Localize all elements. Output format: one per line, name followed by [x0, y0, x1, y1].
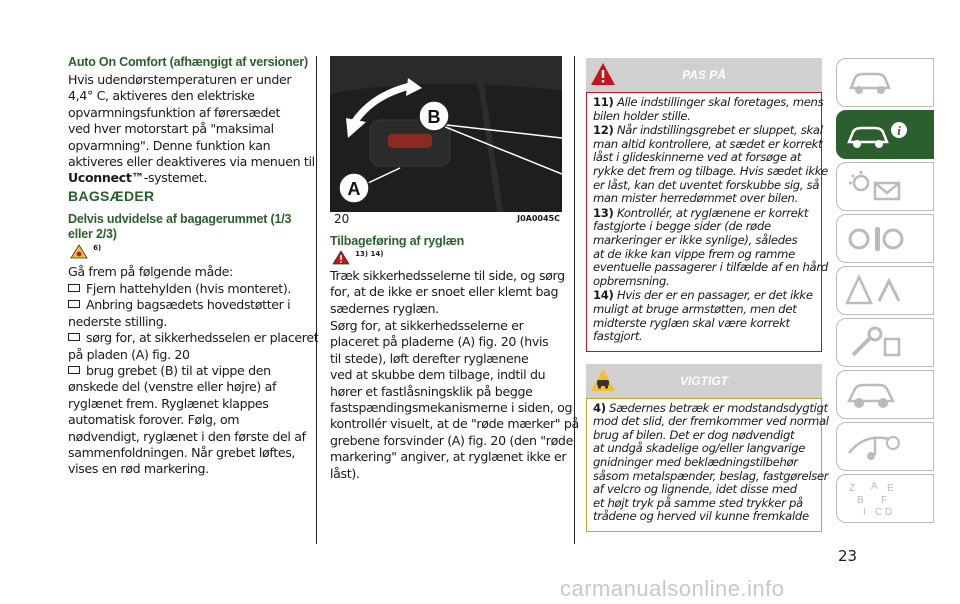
note-line: Når indstillingsgrebet er sluppet, skal	[616, 123, 823, 138]
svg-text:Z: Z	[849, 483, 856, 494]
tab-lights-messages[interactable]	[836, 162, 934, 211]
alphabet-index-icon	[845, 479, 905, 519]
text-line: til stede), løft derefter ryglænene	[330, 350, 529, 366]
svg-text:D: D	[885, 507, 893, 518]
note-line: et højt tryk på samme sted trykker på	[593, 495, 803, 510]
step-text: nødvendigt, ryglænet i den første del af	[68, 428, 306, 444]
text-line: aktiveres eller deaktiveres via menuen til	[68, 154, 315, 170]
car-outline-icon	[847, 68, 893, 96]
note-line: eventuelle passagerer i tilfælde af en hård	[593, 260, 828, 275]
section-title: BAGSÆDER	[68, 188, 155, 204]
list-item	[68, 363, 318, 478]
step-text: ønskede del (venstre eller højre) af	[68, 379, 277, 395]
note-line: brug af bilen. Det er dog nødvendigt	[593, 427, 795, 442]
warning-note	[593, 123, 829, 206]
callout-label-a: A	[347, 179, 361, 199]
warning-triangle-icon	[70, 244, 88, 259]
note-line: man altid kontrollere, at sædet er korrekt	[593, 136, 823, 151]
note-line: Sædernes betræk er modstandsdygtigt	[609, 400, 828, 415]
heading-backrest-return: Tilbageføring af ryglæn	[330, 234, 465, 248]
list-item	[68, 330, 318, 363]
note-line: Kontrollér, at ryglænene er korrekt	[616, 205, 809, 220]
tab-car-overview[interactable]	[836, 58, 934, 107]
note-number: 14)	[593, 288, 614, 303]
text-fragment: -systemet.	[143, 170, 208, 186]
note-line: at de ikke kan vippe frem og ramme	[593, 246, 795, 261]
music-note-icon	[845, 429, 905, 465]
step-text: sammenfoldningen. Når grebet løftes,	[68, 445, 296, 461]
note-line: markeringer er ikke synlige), således	[593, 232, 798, 247]
note-line: fastgjort.	[593, 329, 643, 344]
warning-box	[586, 92, 829, 352]
note-number: 4)	[593, 400, 606, 415]
svg-text:F: F	[881, 495, 888, 506]
svg-text:C: C	[875, 507, 883, 518]
steering-wheel-icon	[845, 221, 905, 257]
bullet-icon	[68, 333, 80, 341]
note-line: muligt at bruge armstøtten, men det	[593, 301, 797, 316]
site-watermark: carmanualsonline.info	[560, 576, 785, 601]
note-line: fastgjorte i begge sider (de røde	[593, 219, 771, 234]
important-note	[593, 400, 829, 524]
note-line: låst i glideskinnerne ved at forsøge at	[593, 150, 802, 165]
note-line: rykke det frem og tilbage. Hvis sædet ikke	[593, 163, 829, 178]
light-mail-icon	[845, 169, 905, 205]
auto-on-paragraph	[68, 72, 315, 187]
wrench-icon	[845, 325, 905, 361]
heading-line: Delvis udvidelse af bagagerummet (1/3	[68, 212, 292, 226]
text-line: 4,4° C, aktiveres den elektriske	[68, 88, 255, 104]
text-line: ved hver motorstart på "maksimal	[68, 121, 274, 137]
svg-text:E: E	[887, 483, 894, 494]
warning-note	[593, 289, 815, 343]
tab-maintenance[interactable]	[836, 370, 934, 419]
note-line: at undgå skadelige og/eller langvarige	[593, 441, 806, 456]
svg-text:I: I	[863, 507, 866, 518]
text-line: opvarmningsfunktion af førersædet	[68, 104, 281, 120]
uconnect-brand: Uconnect™	[68, 170, 144, 186]
text-line: grebene forsvinder (A) fig. 20 (den "røde	[330, 432, 573, 448]
step-text: ryglænet frem. Ryglænet klappes	[68, 395, 269, 411]
text-line: fastspændingsmekanismerne i siden, og	[330, 400, 573, 416]
step-text: Anbring bagsædets hovedstøtter i	[86, 297, 291, 313]
text-line: Hvis udendørstemperaturen er under	[68, 72, 292, 87]
paragraph-lock	[330, 318, 579, 482]
step-text: automatisk forover. Følg, om	[68, 412, 240, 428]
note-line: er låst, kan det uventet forskubbe sig, så	[593, 177, 820, 192]
svg-text:i: i	[897, 123, 901, 138]
tab-emergency[interactable]	[836, 318, 934, 367]
warning-ref-number: 6)	[93, 244, 102, 252]
chapter-tabs	[836, 58, 934, 526]
page-number: 23	[838, 547, 858, 565]
note-line: trådene og herved vil kunne fremkalde	[593, 509, 809, 524]
paragraph-belts	[330, 268, 565, 317]
heading-auto-on-comfort: Auto On Comfort (afhængigt af versioner)	[68, 55, 308, 69]
callout-label-b: B	[427, 107, 441, 127]
note-line: af velcro og lignende, idet disse med	[593, 482, 797, 497]
step-text: Fjern hattehylden (hvis monteret).	[86, 281, 292, 296]
text-line: Træk sikkerhedsselerne til side, og sørg	[330, 268, 565, 283]
intro-text: Gå frem på følgende måde:	[68, 264, 233, 279]
svg-text:A: A	[871, 481, 878, 492]
bullet-icon	[68, 366, 80, 374]
warning-reference	[332, 250, 383, 269]
svg-text:B: B	[857, 495, 864, 506]
bullet-icon	[68, 300, 80, 308]
car-tire-icon	[845, 377, 905, 413]
figure-number: 20	[334, 212, 350, 226]
note-line: man mister herredømmet over bilen.	[593, 191, 798, 206]
warning-title: PAS PÅ	[682, 68, 726, 82]
important-box	[586, 398, 829, 532]
figure-code: J0A0045C	[517, 214, 560, 223]
tab-index[interactable]	[836, 474, 934, 523]
step-text: nederste stilling.	[68, 313, 168, 329]
note-number: 11)	[593, 95, 614, 109]
note-line: gnidninger med beklædningstilbehør	[593, 455, 798, 470]
warning-note	[593, 205, 828, 289]
text-line: Sørg for, at sikkerhedsselerne er	[330, 318, 524, 333]
text-line: låst).	[330, 465, 360, 481]
tab-safety[interactable]	[836, 214, 934, 263]
text-line: ved at skubbe dem tilbage, indtil du	[330, 367, 546, 383]
warning-lights-icon	[845, 273, 905, 309]
seat-photo-figure	[330, 56, 562, 212]
note-number: 12)	[593, 123, 614, 138]
list-item	[68, 297, 318, 330]
text-line	[68, 170, 315, 186]
step-text: vises en rød markering.	[68, 461, 209, 477]
text-line: opvarmning". Denne funktion kan	[68, 137, 271, 153]
warning-note	[593, 95, 824, 123]
step-text: på pladen (A) fig. 20	[68, 346, 190, 362]
note-line: bilen holder stille.	[593, 108, 691, 123]
note-line: opbremsning.	[593, 273, 670, 288]
tab-start-drive[interactable]	[836, 266, 934, 315]
text-line: markering" angiver, at ryglænet ikke er	[330, 449, 567, 465]
tab-multimedia[interactable]	[836, 422, 934, 471]
tab-vehicle-info[interactable]	[836, 110, 934, 159]
warning-triangle-icon	[332, 250, 350, 265]
text-line: hører et fastlåsningsklik på begge	[330, 383, 533, 399]
note-number: 13)	[593, 205, 614, 220]
step-text: brug grebet (B) til at vippe den	[86, 363, 271, 379]
warning-banner	[586, 58, 822, 92]
text-line: sædernes ryglæn.	[330, 300, 439, 316]
warning-reference	[70, 244, 101, 263]
note-line: midterste ryglæn skal være korrekt	[593, 315, 790, 330]
column-3	[586, 58, 829, 532]
text-line: for, at de ikke er snoet eller klemt bag	[330, 284, 559, 300]
car-info-icon	[847, 120, 907, 150]
warning-ref-numbers: 13) 14)	[355, 250, 384, 258]
list-item	[68, 281, 318, 297]
heading-partial-expansion	[68, 212, 291, 242]
note-line: såsom metalspænder, beslag, fastgørelser	[593, 468, 829, 483]
note-line: Alle indstillinger skal foretages, mens	[616, 95, 824, 109]
text-line: kontrollér visuelt, at de "røde mærker" på	[330, 416, 579, 432]
step-text: sørg for, at sikkerhedsselen er placeret	[86, 330, 319, 346]
note-line: mod det slid, der fremkommer ved normal	[593, 414, 829, 429]
important-title: VIGTIGT	[680, 373, 728, 388]
text-line: placeret på pladerne (A) fig. 20 (hvis	[330, 334, 549, 350]
bullet-icon	[68, 284, 80, 292]
note-line: Hvis der er en passager, er det ikke	[616, 288, 813, 303]
steps-list	[68, 281, 318, 478]
important-banner	[586, 364, 822, 398]
heading-line: eller 2/3)	[68, 227, 117, 241]
seat-backrest-illustration	[330, 56, 562, 212]
